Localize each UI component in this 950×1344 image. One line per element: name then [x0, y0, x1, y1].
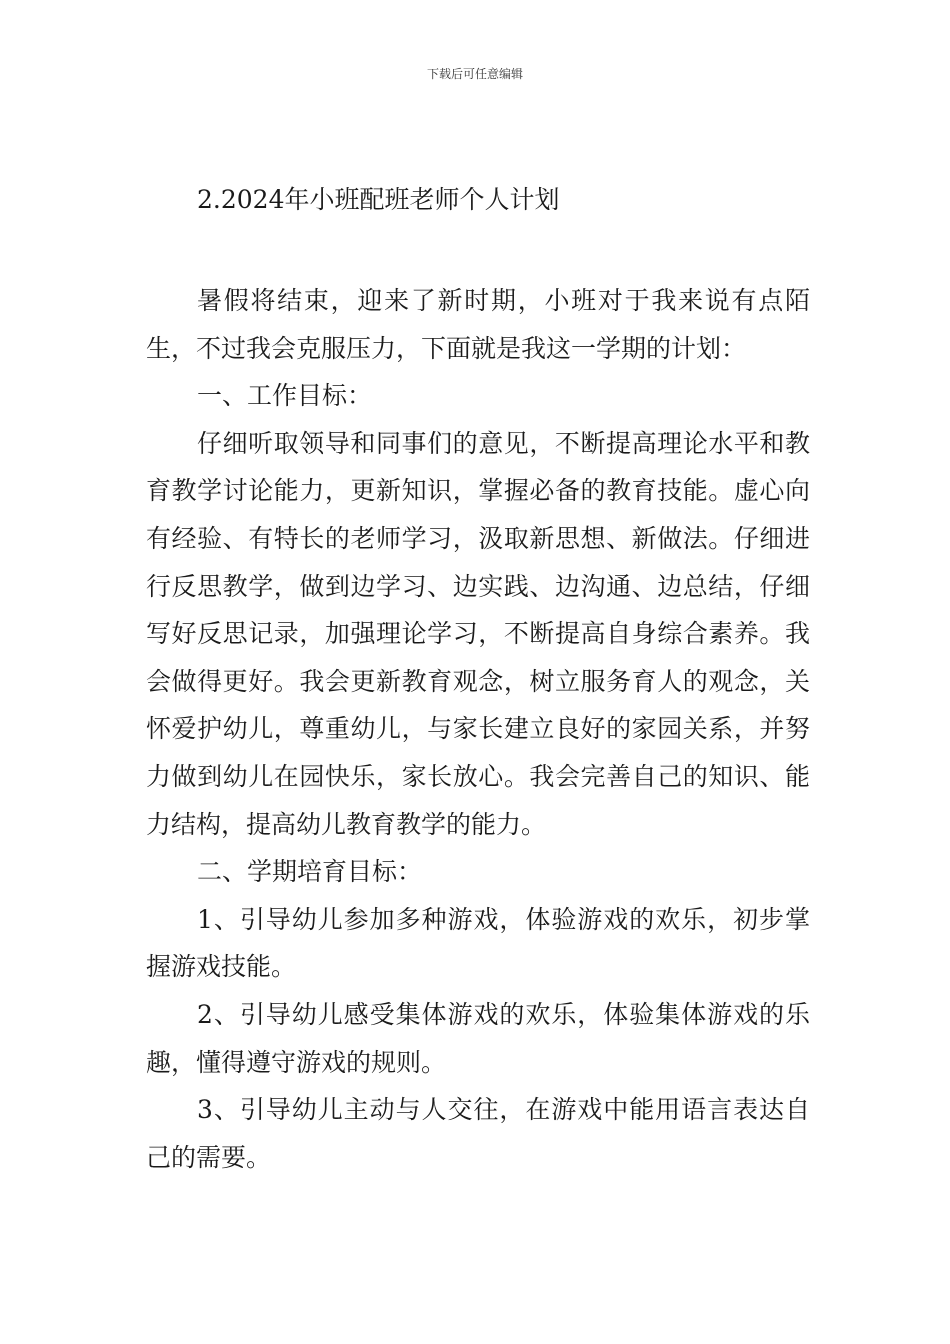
goal-item-3: 3、引导幼儿主动与人交往，在游戏中能用语言表达自己的需要。: [146, 1095, 810, 1172]
section-heading-work-goals: 一、工作目标：: [197, 381, 373, 411]
header-note: 下载后可任意编辑: [426, 67, 523, 81]
intro-paragraph: 暑假将结束，迎来了新时期，小班对于我来说有点陌生，不过我会克服压力，下面就是我这一学期的计划：: [146, 286, 810, 363]
goal-item-1: 1、引导幼儿参加多种游戏，体验游戏的欢乐，初步掌握游戏技能。: [146, 904, 810, 982]
goal-item-2: 2、引导幼儿感受集体游戏的欢乐，体验集体游戏的乐趣，懂得遵守游戏的规则。: [146, 999, 810, 1077]
document-body: [146, 277, 810, 1181]
section-heading-semester-goals: 二、学期培育目标：: [197, 857, 423, 887]
document-title: 2.2024年小班配班老师个人计划: [197, 185, 560, 214]
work-goals-paragraph: 仔细听取领导和同事们的意见，不断提高理论水平和教育教学讨论能力，更新知识，掌握必备的教育技能。虚心向有经验、有特长的老师学习，汲取新思想、新做法。仔细进行反思教学，做到边学习、边实践、边沟通、边总结，仔细写好反思记录，加强理论学习，不断提高自身综合素养。我会做得更好。我会更新教育观念，树立服务育人的观念，关怀爱护幼儿，尊重幼儿，与家长建立良好的家园关系，并努力做到幼儿在园快乐，家长放心。我会完善自己的知识、能力结构，提高幼儿教育教学的能力。: [146, 428, 810, 839]
